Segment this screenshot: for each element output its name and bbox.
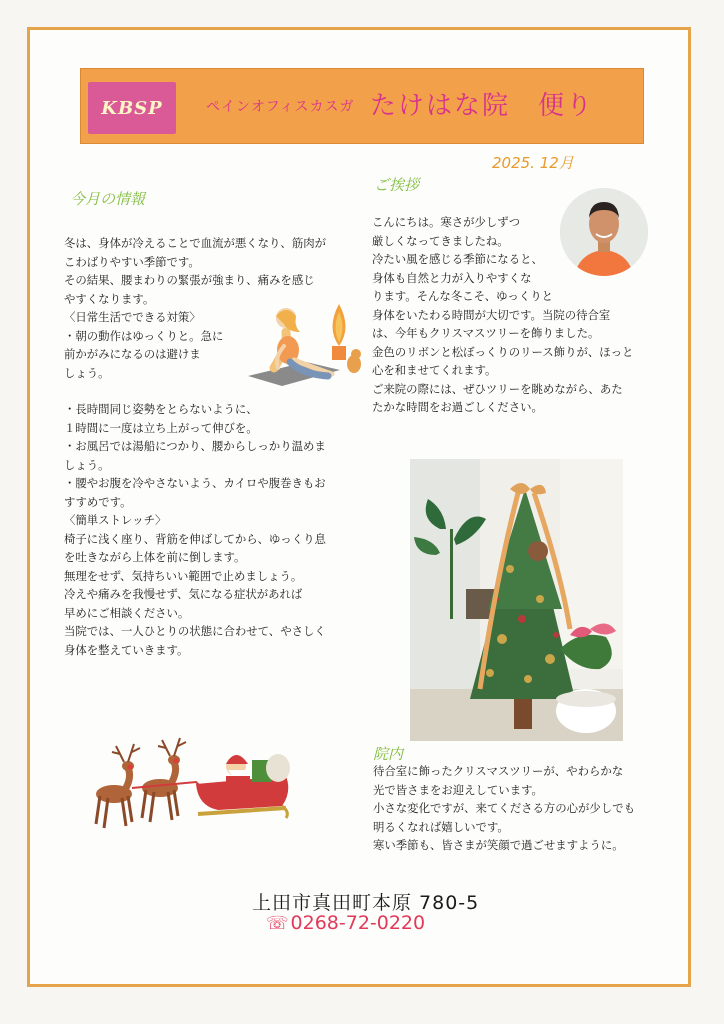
right-text-line: 身体も自然と力が入りやすくな (372, 270, 532, 285)
right-text-line: こんにちは。寒さが少しずつ (372, 215, 521, 229)
inner-text-line: 小さな変化ですが、来てくださる方の心が少しでも (373, 801, 635, 815)
left-text-line: 早めにご相談ください。 (64, 605, 190, 620)
clinic-phone (266, 912, 425, 934)
left-text-line: 当院では、一人ひとりの状態に合わせて、やさしく (64, 624, 326, 638)
right-heading: ご挨拶 (374, 176, 420, 194)
left-text-line: 前かがみになるのは避けま (64, 347, 201, 361)
right-text-line: 金色のリボンと松ぼっくりのリース飾りが、ほっと (372, 344, 634, 359)
left-text-line: ・長時間同じ姿勢をとらないように、 (64, 402, 258, 416)
telephone-icon: ☏ (266, 913, 289, 934)
issue-date: 2025. 12月 (492, 154, 574, 172)
left-text-line: しょう。 (64, 457, 110, 472)
right-text-line: たかな時間をお過ごしください。 (372, 400, 543, 414)
inner-heading: 院内 (373, 745, 404, 763)
clinic-name: ペインオフィスカスガ (206, 99, 355, 115)
left-text-line: やすくなります。 (64, 291, 155, 306)
left-text-line: 身体を整えていきます。 (64, 642, 189, 657)
stretching-woman-illustration (244, 298, 374, 388)
left-text-line: しょう。 (64, 365, 110, 380)
right-text-line: 冷たい風を感じる季節になると、 (372, 252, 543, 266)
phone-number: 0268-72-0220 (290, 912, 426, 934)
left-text-bottom (64, 400, 326, 659)
inner-text-line: 寒い季節も、皆さまが笑顔で過ごせますように。 (373, 838, 624, 852)
left-text-line: すすめです。 (64, 494, 132, 509)
left-text-line: その結果、腰まわりの緊張が強まり、痛みを感じ (64, 273, 315, 287)
right-text-line: 厳しくなってきましたね。 (372, 233, 509, 248)
left-text-line: ・お風呂では湯船につかり、腰からしっかり温めま (64, 439, 326, 453)
logo-text: KBSP (101, 97, 163, 119)
left-text-line: 無理をせず、気持ちいい範囲で止めましょう。 (64, 568, 303, 583)
left-text-line: 〈日常生活でできる対策〉 (64, 310, 201, 324)
left-text-line: 冷えや痛みを我慢せず、気になる症状があれば (64, 587, 303, 601)
left-text-line: 椅子に浅く座り、背筋を伸ばしてから、ゆっくり息 (64, 531, 326, 546)
clinic-logo (88, 82, 176, 134)
right-text-line: 心を和ませてくれます。 (372, 363, 497, 377)
left-text-line: ・腰やお腹を冷やさないよう、カイロや腹巻きもお (64, 476, 326, 490)
right-text-line: ります。そんな冬こそ、ゆっくりと (372, 289, 553, 303)
clinic-address: 上田市真田町本原 780-5 (252, 892, 480, 914)
newsletter-title: たけはな院 便り (370, 91, 595, 121)
right-text-line: は、今年もクリスマスツリーを飾りました。 (372, 326, 600, 340)
inner-text-line: 光で皆さまをお迎えしています。 (373, 782, 543, 797)
left-text-line: １時間に一度は立ち上がって伸びを。 (64, 420, 258, 435)
left-heading: 今月の情報 (70, 190, 146, 208)
left-text-line: を吐きながら上体を前に倒します。 (64, 550, 246, 564)
right-text-line: 身体をいたわる時間が大切です。当院の待合室 (372, 307, 611, 322)
staff-portrait-photo (560, 188, 648, 276)
left-text-line: 冬は、身体が冷えることで血流が悪くなり、筋肉が (64, 236, 326, 250)
left-text-line: こわばりやすい季節です。 (64, 254, 200, 269)
inner-text (373, 762, 635, 855)
inner-text-line: 明るくなれば嬉しいです。 (373, 819, 509, 834)
christmas-tree-photo (410, 459, 623, 741)
right-text-line: ご来院の際には、ぜひツリーを眺めながら、あた (372, 381, 623, 396)
santa-sleigh-illustration (86, 736, 296, 836)
left-text-line: 〈簡単ストレッチ〉 (64, 513, 167, 527)
inner-text-line: 待合室に飾ったクリスマスツリーが、やわらかな (373, 764, 624, 778)
left-text-line: ・朝の動作はゆっくりと。急に (64, 328, 224, 343)
